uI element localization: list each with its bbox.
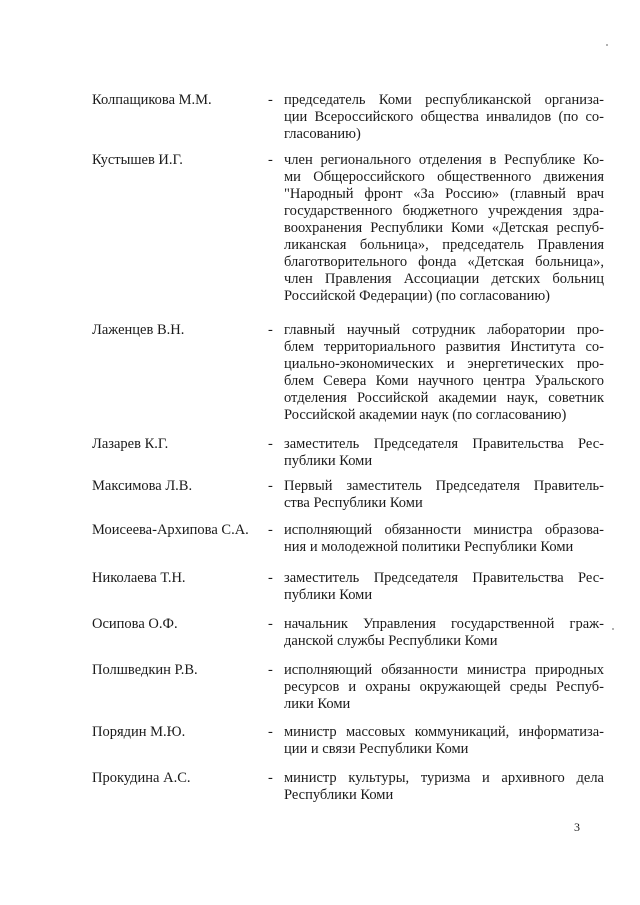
position-line: министр массовых коммуникаций, информатиза- [284, 724, 604, 740]
member-position [284, 770, 604, 804]
position-line: блем территориального развития Института со- [284, 339, 604, 355]
separator-dash: - [268, 616, 273, 632]
member-position [284, 570, 604, 604]
member-name: Лазарев К.Г. [92, 436, 169, 452]
separator-dash: - [268, 436, 273, 452]
position-line: государственного бюджетного учреждения здра- [284, 203, 604, 219]
member-position [284, 436, 604, 470]
position-line: ции Всероссийского общества инвалидов (по со- [284, 109, 604, 125]
position-line: лики Коми [284, 696, 351, 712]
separator-dash: - [268, 152, 273, 168]
position-line: заместитель Председателя Правительства Рес- [284, 570, 604, 586]
separator-dash: - [268, 570, 273, 586]
member-name: Полшведкин Р.В. [92, 662, 198, 678]
position-line: гласованию) [284, 126, 361, 142]
position-line: член Правления Ассоциации детских больниц [284, 271, 604, 287]
position-line: член регионального отделения в Республике Ко- [284, 152, 604, 168]
separator-dash: - [268, 92, 273, 108]
position-line: благотворительного фонда «Детская больница», [284, 254, 604, 270]
position-line: исполняющий обязанности министра образова- [284, 522, 604, 538]
position-line: главный научный сотрудник лаборатории про- [284, 322, 604, 338]
position-line: публики Коми [284, 453, 373, 469]
member-name: Порядин М.Ю. [92, 724, 186, 740]
member-position [284, 152, 604, 305]
member-position [284, 662, 604, 713]
position-line: заместитель Председателя Правительства Рес- [284, 436, 604, 452]
position-line: Российской академии наук (по согласованию) [284, 407, 567, 423]
member-position [284, 92, 604, 143]
position-line: Республики Коми [284, 787, 394, 803]
position-line: ния и молодежной политики Республики Коми [284, 539, 574, 555]
position-line: министр культуры, туризма и архивного дела [284, 770, 604, 786]
position-line: исполняющий обязанности министра природных [284, 662, 604, 678]
separator-dash: - [268, 724, 273, 740]
position-line: председатель Коми республиканской организа- [284, 92, 604, 108]
position-line: публики Коми [284, 587, 373, 603]
position-line: ликанская больница», председатель Правления [284, 237, 604, 253]
position-line: воохранения Республики Коми «Детская респуб- [284, 220, 604, 236]
member-position [284, 724, 604, 758]
member-name: Колпащикова М.М. [92, 92, 212, 108]
separator-dash: - [268, 478, 273, 494]
member-name: Осипова О.Ф. [92, 616, 178, 632]
position-line: циально-экономических и энергетических про- [284, 356, 604, 372]
position-line: ресурсов и охраны окружающей среды Респуб- [284, 679, 604, 695]
member-position [284, 522, 604, 556]
separator-dash: - [268, 322, 273, 338]
member-name: Лаженцев В.Н. [92, 322, 185, 338]
separator-dash: - [268, 522, 273, 538]
page-number: 3 [574, 820, 580, 834]
member-name: Максимова Л.В. [92, 478, 193, 494]
member-position [284, 616, 604, 650]
member-position [284, 322, 604, 424]
position-line: отделения Российской академии наук, советник [284, 390, 604, 406]
position-line: ми Общероссийского общественного движения [284, 169, 604, 185]
member-name: Николаева Т.Н. [92, 570, 186, 586]
position-line: начальник Управления государственной граж- [284, 616, 604, 632]
scan-speck [606, 44, 608, 46]
position-line: Первый заместитель Председателя Правитель- [284, 478, 604, 494]
position-line: данской службы Республики Коми [284, 633, 498, 649]
member-name: Моисеева-Архипова С.А. [92, 522, 249, 538]
member-name: Кустышев И.Г. [92, 152, 183, 168]
member-name: Прокудина А.С. [92, 770, 191, 786]
member-position [284, 478, 604, 512]
position-line: блем Севера Коми научного центра Уральского [284, 373, 604, 389]
position-line: ства Республики Коми [284, 495, 423, 511]
position-line: Российской Федерации) (по согласованию) [284, 288, 551, 304]
separator-dash: - [268, 770, 273, 786]
position-line: ции и связи Республики Коми [284, 741, 469, 757]
separator-dash: - [268, 662, 273, 678]
scan-speck [612, 628, 614, 630]
position-line: "Народный фронт «За Россию» (главный врач [284, 186, 604, 202]
